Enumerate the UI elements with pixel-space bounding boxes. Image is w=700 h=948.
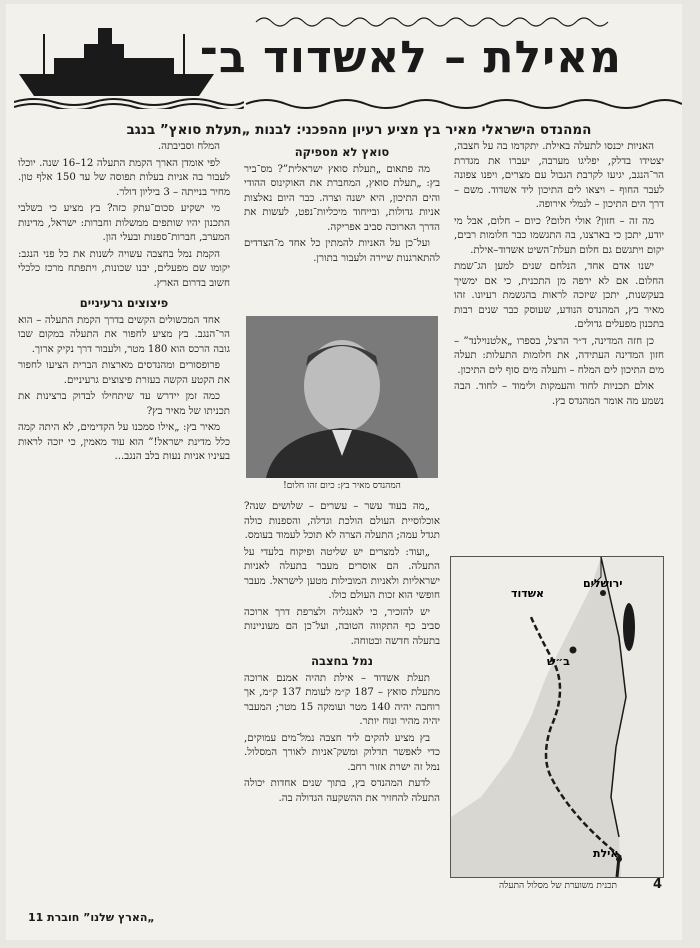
portrait-photo xyxy=(246,316,438,478)
map-label-beersheba: ב״ש xyxy=(547,655,570,668)
section-heading: נמל בחצבה xyxy=(311,654,373,668)
article-subtitle: המהנדס הישראלי מאיר בץ מציע רעיון מהפכני: לבנות „תעלת סואץ” בנגב xyxy=(126,122,592,138)
paragraph: פרופסורים ומהנדסים מארצות הברית הציעו לחפור את הקטע הקשה בעזרת פיצוצים גרעיניים. xyxy=(18,360,230,386)
column-left xyxy=(18,140,230,918)
magazine-page xyxy=(6,4,682,940)
paragraph: המלח וסביבתה. xyxy=(157,141,220,152)
map-label-eilat: אילת xyxy=(593,847,619,860)
paragraph: האניות יכנסו לתעלה באילת. יתקדמו בה על חצבה, יצטידו בדלק, יפליגו מערבה, יעברו את מגדרת הר־הנגב, יגיעו לקרבת הגבול עם מצרים, ויפנו צפונה לעבר החוף – ויצאו לים התיכון ליד אשדוד. משם – דרך הים התיכון – לנמלי אירופה. xyxy=(454,141,664,210)
column-middle-top xyxy=(244,140,440,310)
paragraph: „ועוד: למצרים יש שליטה ופיקוח בלעדי על התעלה. הם אוסרים מעבר בתעלה לאניות ישראליות ולאניות המובילות מטען לישראל. מעבר חופשי הוא זכות העולם כולו. xyxy=(244,546,440,601)
column-right xyxy=(454,140,664,552)
column-middle-bottom xyxy=(244,500,440,918)
map-label-ashdod: אשדוד xyxy=(511,587,545,600)
paragraph: כמה זמן יידרש עד שיתחילו לבדוק ברצינות את תכניתו של מאיר בץ? xyxy=(18,391,230,417)
header-banner xyxy=(6,4,682,114)
magazine-footer: „הארץ שלנו” חוברת 11 xyxy=(28,911,155,924)
map-caption: תכנית משוערת של מסלול התעלה xyxy=(498,881,618,891)
paragraph: „מה בעוד עשר – עשרים – שלושים שנה? אוכלוסיית העולם הולכת וגדלה, והספנות כולה תגדל עמה; התעלה הצרה לא תוכל לעמוד בעומס. xyxy=(244,501,440,541)
paragraph: בץ מציע להקים ליד חצבה נמל־מים עמוקים, כדי לאפשר תדלוק ומשק־אניות לאורך המסלול. נמל זה ישרת אזור רחב. xyxy=(244,732,440,773)
article-title: מאילת – לאשדוד ב־ xyxy=(199,32,622,83)
map-label-jerusalem: ירושלים xyxy=(583,577,623,590)
paragraph: אחד המכשולים הקשים בדרך הקמת התעלה – הוא הר־הנגב. בץ מציע לחפור את התעלה במקום שבו גובה הרכס הוא 180 מטר, ולעבור דרך נקיק ארוך. xyxy=(18,314,230,355)
paragraph: ועל־כן על האניות להמתין כל אחד מ־הצדדים להתארגנות שיירה ולעבור בתורן. xyxy=(244,238,440,264)
paragraph: כן חזה המדינה, ד״ר הרצל, בספרו „אלטנוילנד” – חזון המדינה העתידה, את חלומות התעלות: תעלה מים התיכון לים המלח – ותעלה מים סוף לים התיכון. xyxy=(454,335,664,376)
paragraph: מאיר בץ: „אילו סמכנו על הקדימים, לא היתה קמה כלל מדינת ישראל!” הוא עוד מאמין, כי יזכה לראות בעיניו אניות נעות בלב הנגב... xyxy=(18,422,230,462)
section-heading: פיצוצים גרעיניים xyxy=(79,296,169,310)
page-number: 4 xyxy=(652,877,662,892)
photo-caption: המהנדס מאיר בץ: כיום זהו חלום! xyxy=(283,481,401,491)
paragraph: מי ישקיע סכום־עתק כזה? בץ מציע כי בשלבי התכנון יהיו שותפים ממשלות וחברות: ישראל, מדינות המערב, חברות־ספנות ובעלי הון. xyxy=(18,203,230,243)
paragraph: יש להזכיר, כי לאנגליה ולצרפת דרך ארוכה סביב כף התקווה הטובה, ועל־כן הם מעוניינות בתעלה חדשה ובטוחה. xyxy=(244,606,440,647)
paragraph: הקמת נמל בחצבה עשויה לשנות את כל פני הנגב: יקומו שם מפעלים, יבנו שכונות, ויתפתח מרכז כלכלי חשוב בדרום הארץ. xyxy=(18,248,230,289)
paragraph: אולם תכניות לחוד והעמקות ולימוד – לחוד. הבה נשמע מה אומר המהנדס בץ. xyxy=(454,381,664,407)
canal-route-map xyxy=(450,556,664,878)
paragraph: תעלת אשדוד – אילת תהיה אמנם ארוכה מתעלת סואץ – 187 ק״מ לעומת 137 ק״מ, אך רוחבה יהיה 140 מטר ועומקה 15 מטר; המעבר יהיה מהיר ונוח יותר. xyxy=(244,672,440,727)
paragraph: לדעת המהנדס בץ, בתוך שנים אחדות יכולה התעלה להחזיר את ההשקעה הגדולה בה. xyxy=(244,778,440,804)
section-heading: סואץ לא מספיקה xyxy=(294,145,390,159)
paragraph: מה פתאום „תעלת סואץ ישראלית”? מס־ביר בץ: „תעלת סואץ, המחברת את האוקינוס ההודי והים התיכון, היא ישנה וצרה. כבר היום נאלצות אניות גדולות, ובייחוד מיכליות־נפט, לעשות את הדרך הארוכה סביב אפריקה. xyxy=(244,163,440,233)
paragraph: לפי אומדן הארך הקמת התעלה 12–16 שנה. יוכלו לעבור בה אניות בעלות תפוסה של עד 150 אלף טון. מחיר בנייתה – 3 ביליון דולר. xyxy=(18,157,230,198)
paragraph: מה זה – חזון? אולי חלום? כיום – חלום, אבל מי יודע, יתכן כי בארצנו, בה התגשמו כבר חלומות רבים, יקום ויתגשם גם חלום תעלת־השיט אשדוד–אילת. xyxy=(454,215,664,256)
paragraph: ישנו אדם אחד, הנלחם שנים למען הג־שמת החלום. אם לא ירפה מן התכנית, כי אם ימשיך בעקשנות, יתכן שיזכה לראות בהגשמת רעיונו. זהו מאיר בץ, המהנדס הנודע, שעוסק כבר שנים רבות בתכנון מפעלים גדולים. xyxy=(454,261,664,330)
